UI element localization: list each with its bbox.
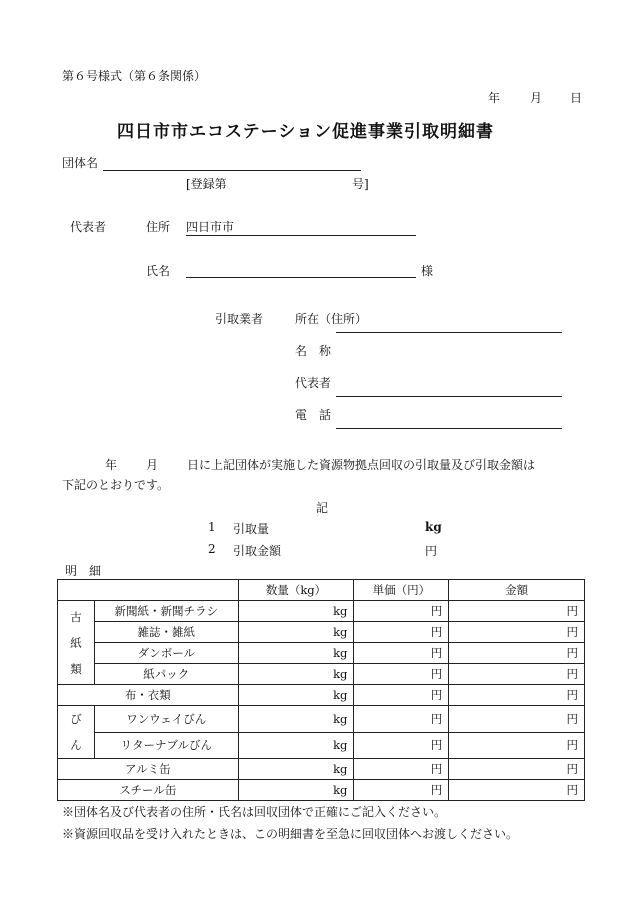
form-number: 第６号様式（第６条関係）	[62, 69, 207, 83]
note-2: ※資源回収品を受け入れたときは、この明細書を至急に回収団体へお渡しください。	[62, 827, 519, 841]
row-name: 新聞紙・新聞チラシ	[94, 601, 238, 622]
collector-location-field[interactable]	[336, 332, 562, 333]
qty-cell[interactable]: kg	[238, 780, 354, 801]
address-value: 四日市市	[186, 220, 235, 234]
table-row	[58, 664, 585, 685]
collector-phone-label: 電 話	[295, 408, 332, 422]
price-cell[interactable]: 円	[354, 622, 449, 643]
row-name: 雑誌・雑紙	[94, 622, 238, 643]
table-row	[58, 643, 585, 664]
table-row	[58, 780, 585, 801]
amount-cell[interactable]: 円	[449, 759, 585, 780]
row-name: ダンボール	[94, 643, 238, 664]
table-row	[58, 622, 585, 643]
header-unit-price: 単価（円）	[354, 580, 449, 601]
statement-month: 月	[146, 458, 159, 472]
representative-label: 代表者	[70, 220, 107, 234]
row-name: 布・衣類	[58, 685, 239, 706]
qty-cell[interactable]: kg	[238, 759, 354, 780]
collector-location-label: 所在（住所）	[295, 312, 368, 326]
amount-cell[interactable]: 円	[449, 601, 585, 622]
collector-phone-field[interactable]	[336, 428, 562, 429]
name-label: 氏名	[146, 264, 171, 278]
qty-cell[interactable]: kg	[238, 601, 354, 622]
summary-item1-unit: kg	[425, 520, 442, 534]
price-cell[interactable]: 円	[354, 732, 449, 759]
registration-suffix: 号]	[352, 177, 369, 191]
amount-cell[interactable]: 円	[449, 706, 585, 733]
price-cell[interactable]: 円	[354, 780, 449, 801]
bottle-group-char: び	[70, 712, 82, 726]
amount-cell[interactable]: 円	[449, 780, 585, 801]
statement-year: 年	[105, 458, 118, 472]
qty-cell[interactable]: kg	[238, 732, 354, 759]
qty-cell[interactable]: kg	[238, 685, 354, 706]
qty-cell[interactable]: kg	[238, 643, 354, 664]
header-item	[58, 580, 239, 601]
registration-prefix: [登録第	[186, 177, 227, 191]
statement-text-line2: 下記のとおりです。	[62, 478, 170, 492]
date-day-label: 日	[570, 91, 583, 105]
row-name: アルミ缶	[58, 759, 239, 780]
table-header-row	[58, 580, 585, 601]
price-cell[interactable]: 円	[354, 643, 449, 664]
price-cell[interactable]: 円	[354, 759, 449, 780]
detail-table	[57, 579, 585, 801]
price-cell[interactable]: 円	[354, 706, 449, 733]
bottle-group-label	[58, 706, 95, 759]
honorific: 様	[421, 264, 434, 278]
table-row	[58, 732, 585, 759]
qty-cell[interactable]: kg	[238, 622, 354, 643]
address-field[interactable]	[186, 235, 416, 236]
paper-group-char: 類	[70, 661, 82, 676]
collector-name-label: 名 称	[295, 344, 332, 358]
qty-cell[interactable]: kg	[238, 664, 354, 685]
summary-item2-number: 2	[208, 542, 216, 556]
date-month-label: 月	[530, 91, 543, 105]
qty-cell[interactable]: kg	[238, 706, 354, 733]
note-1: ※団体名及び代表者の住所・氏名は回収団体で正確にご記入ください。	[62, 805, 447, 819]
paper-group-label	[58, 601, 95, 685]
table-row	[58, 759, 585, 780]
price-cell[interactable]: 円	[354, 685, 449, 706]
row-name: 紙パック	[94, 664, 238, 685]
summary-item1-number: 1	[208, 520, 216, 534]
amount-cell[interactable]: 円	[449, 643, 585, 664]
amount-cell[interactable]: 円	[449, 664, 585, 685]
bottle-group-char: ん	[70, 738, 82, 752]
group-name-label: 団体名	[62, 156, 99, 170]
price-cell[interactable]: 円	[354, 601, 449, 622]
header-quantity: 数量（kg）	[238, 580, 354, 601]
summary-item2-unit: 円	[425, 544, 438, 558]
table-row	[58, 706, 585, 733]
row-name: リターナブルびん	[94, 732, 238, 759]
group-name-field[interactable]	[103, 170, 361, 171]
collector-rep-label: 代表者	[295, 376, 332, 390]
detail-label: 明 細	[65, 564, 102, 578]
amount-cell[interactable]: 円	[449, 732, 585, 759]
amount-cell[interactable]: 円	[449, 622, 585, 643]
collector-label: 引取業者	[215, 312, 264, 326]
header-amount: 金額	[449, 580, 585, 601]
table-row	[58, 601, 585, 622]
collector-rep-field[interactable]	[336, 396, 562, 397]
name-field[interactable]	[186, 277, 416, 278]
page-title: 四日市市エコステーション促進事業引取明細書	[117, 122, 494, 142]
address-label: 住所	[146, 220, 171, 234]
ki-marker: 記	[316, 501, 329, 515]
summary-item2-label: 引取金額	[233, 544, 282, 558]
paper-group-char: 古	[70, 609, 82, 624]
row-name: ワンウェイびん	[94, 706, 238, 733]
table-row	[58, 685, 585, 706]
paper-group-char: 紙	[70, 635, 82, 650]
row-name: スチール缶	[58, 780, 239, 801]
price-cell[interactable]: 円	[354, 664, 449, 685]
amount-cell[interactable]: 円	[449, 685, 585, 706]
date-year-label: 年	[488, 91, 501, 105]
summary-item1-label: 引取量	[233, 522, 270, 536]
statement-text-line1: 日に上記団体が実施した資源物拠点回収の引取量及び引取金額は	[187, 458, 536, 472]
